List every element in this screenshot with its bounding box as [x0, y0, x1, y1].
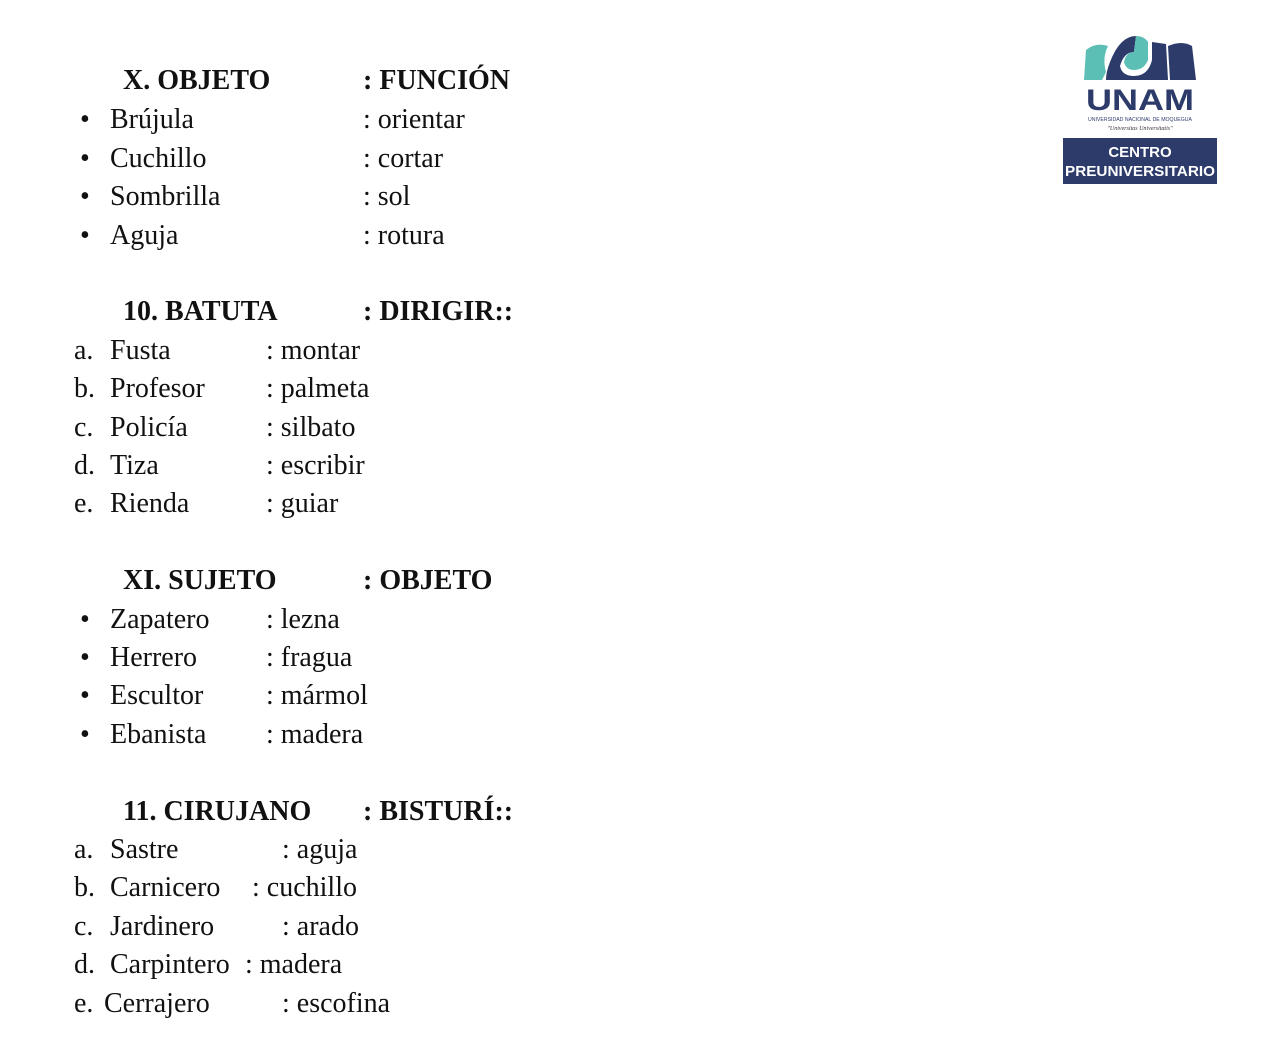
section-1-title-left: X. OBJETO	[123, 65, 271, 96]
section-2-title-left: 10. BATUTA	[123, 296, 278, 327]
bullet-marker: •	[80, 719, 90, 750]
option-letter: e.	[74, 988, 94, 1019]
bullet-marker: •	[80, 680, 90, 711]
item-right: : guiar	[266, 488, 339, 519]
section-3-title-left: XI. SUJETO	[123, 565, 277, 596]
logo-teal-shape	[1084, 45, 1108, 80]
item-left: Cerrajero	[104, 988, 210, 1019]
item-right: : aguja	[282, 834, 358, 865]
item-left: Zapatero	[110, 604, 210, 635]
item-left: Sombrilla	[110, 181, 221, 212]
option-letter: d.	[74, 450, 95, 481]
bullet-marker: •	[80, 604, 90, 635]
item-right: : madera	[266, 719, 364, 750]
logo-navy-shape	[1168, 43, 1196, 80]
item-left: Cuchillo	[110, 143, 207, 174]
option-letter: c.	[74, 911, 94, 942]
logo-university: UNIVERSIDAD NACIONAL DE MOQUEGUA	[1088, 117, 1193, 123]
logo-name: UNAM	[1086, 84, 1194, 117]
item-left: Aguja	[110, 220, 179, 251]
item-left: Rienda	[110, 488, 190, 519]
bullet-marker: •	[80, 104, 90, 135]
item-right: : cortar	[363, 143, 444, 174]
item-right: : silbato	[266, 412, 356, 443]
logo-band-line2: PREUNIVERSITARIO	[1065, 163, 1216, 180]
item-right: : montar	[266, 335, 361, 366]
section-1-title-right: : FUNCIÓN	[363, 65, 510, 96]
item-right: : rotura	[363, 220, 445, 251]
section-3-title-right: : OBJETO	[363, 565, 493, 596]
section-4-title-right: : BISTURÍ::	[363, 796, 514, 827]
item-left: Carpintero	[110, 949, 230, 980]
item-left: Fusta	[110, 335, 171, 366]
bullet-marker: •	[80, 143, 90, 174]
logo-band-line1: CENTRO	[1108, 144, 1172, 161]
item-left: Profesor	[110, 373, 205, 404]
item-left: Herrero	[110, 642, 198, 673]
option-letter: d.	[74, 949, 95, 980]
item-right: : escribir	[266, 450, 365, 481]
item-left: Brújula	[110, 104, 194, 135]
option-letter: a.	[74, 335, 94, 366]
item-left: Escultor	[110, 680, 204, 711]
item-right: : madera	[245, 949, 343, 980]
section-4-title-left: 11. CIRUJANO	[123, 796, 312, 827]
item-left: Ebanista	[110, 719, 207, 750]
item-right: : escofina	[282, 988, 391, 1019]
item-left: Policía	[110, 412, 188, 443]
item-right: : orientar	[363, 104, 465, 135]
option-letter: b.	[74, 373, 95, 404]
item-left: Carnicero	[110, 872, 221, 903]
logo-motto: "Universitas Universitatis"	[1107, 126, 1173, 132]
bullet-marker: •	[80, 642, 90, 673]
item-left: Tiza	[110, 450, 159, 481]
item-right: : sol	[363, 181, 411, 212]
item-right: : palmeta	[266, 373, 370, 404]
unam-logo	[1062, 32, 1218, 184]
item-right: : lezna	[266, 604, 340, 635]
option-letter: e.	[74, 488, 94, 519]
option-letter: b.	[74, 872, 95, 903]
option-letter: a.	[74, 834, 94, 865]
item-right: : mármol	[266, 680, 368, 711]
item-right: : fragua	[266, 642, 353, 673]
section-2-title-right: : DIRIGIR::	[363, 296, 514, 327]
item-right: : cuchillo	[252, 872, 357, 903]
item-right: : arado	[282, 911, 359, 942]
bullet-marker: •	[80, 220, 90, 251]
item-left: Jardinero	[110, 911, 215, 942]
item-left: Sastre	[110, 834, 179, 865]
option-letter: c.	[74, 412, 94, 443]
bullet-marker: •	[80, 181, 90, 212]
